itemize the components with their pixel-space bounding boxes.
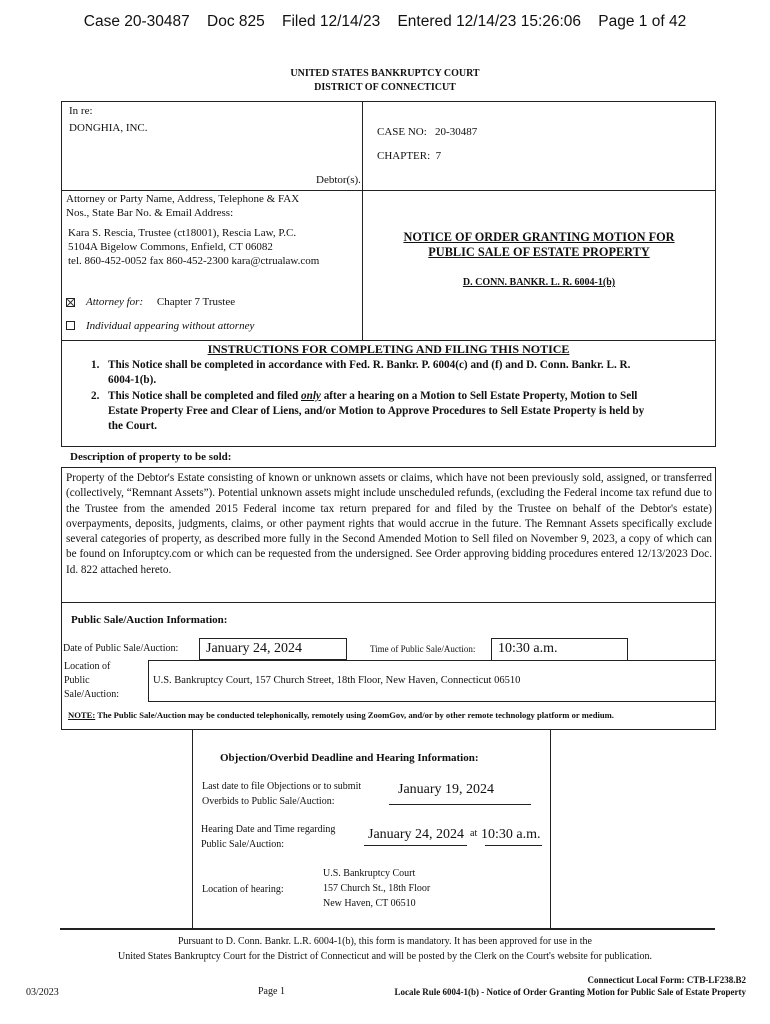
case-number: Case 20-30487: [83, 13, 190, 30]
debtor-label: Debtor(s).: [316, 174, 361, 186]
form-id: Connecticut Local Form: CTB-LF238.B2: [587, 975, 746, 985]
hearing-at: at: [470, 828, 478, 839]
filed-date: Filed 12/14/23: [281, 13, 381, 30]
pursuant-text: [0, 934, 770, 964]
pursuant-line2: United States Bankruptcy Court for the District of Connecticut and will be posted by the Clerk on the Court's website for publication.: [118, 951, 652, 962]
filing-header: [0, 13, 770, 31]
property-description: Property of the Debtor's Estate consisting of known or unknown assets or claims, which have not been previously sold, assigned, or transferred (collectively, “Remnant Assets”). Potential unknown assets might include unscheduled refunds, (excluding the Federal income tax refund due to the Trustee from the amended 2015 Federal income tax return prepared for and filed by the Trustee on behalf of the Debtor's estate) overpayments, deposits, judgments, claims, or other payment rights that would accrue in the future. The Remnant Assets specifically exclude several categories of property, as described more fully in the Second Amended Motion to Sell filed on November 9, 2023, a copy of which can be found on Inforuptcy.com or which can be requested from the undersigned. See Order approving bidding procedures entered 12/13/2023 Doc. Id. 822 attached hereto.: [66, 472, 712, 576]
notice-title: [363, 230, 715, 260]
sale-note: [68, 710, 614, 720]
hearing-time-underline: [485, 845, 542, 846]
caption-bottom-border: [61, 340, 716, 341]
hearing-location: [323, 866, 430, 911]
instruction-2-line3: the Court.: [108, 420, 158, 432]
instruction-2-line1: [108, 389, 637, 404]
hearing-date[interactable]: January 24, 2024: [368, 827, 465, 842]
sale-note-label: NOTE:: [68, 710, 96, 720]
form-date: 03/2023: [26, 987, 59, 998]
instruction-1-number: 1.: [91, 359, 100, 371]
notice-title-line1: NOTICE OF ORDER GRANTING MOTION FOR: [403, 230, 675, 244]
instruction-2-emphasis: only: [301, 390, 321, 402]
deadline-label-1: Last date to file Objections or to submit: [202, 781, 362, 792]
sale-time-field[interactable]: 10:30 a.m.: [491, 638, 628, 661]
sale-date-label: Date of Public Sale/Auction:: [63, 643, 179, 654]
instructions-heading: INSTRUCTIONS FOR COMPLETING AND FILING THIS NOTICE: [207, 342, 570, 356]
deadline-value[interactable]: January 19, 2024: [398, 782, 495, 797]
hearing-label: [201, 822, 335, 852]
entered-date: Entered 12/14/23 15:26:06: [397, 13, 582, 30]
instruction-2-line2: Estate Property Free and Clear of Liens, and/or Motion to Approve Procedures to Sell Estate Property is held by: [108, 405, 645, 417]
hearing-label-1: Hearing Date and Time regarding: [201, 824, 336, 835]
attorney-for-checkbox[interactable]: [66, 298, 75, 307]
property-top-border: [61, 467, 716, 468]
objection-heading: Objection/Overbid Deadline and Hearing Information:: [220, 752, 479, 764]
sale-bottom-border: [61, 729, 716, 730]
hearing-date-underline: [364, 845, 467, 846]
hearing-location-line2: 157 Church St., 18th Floor: [323, 883, 431, 894]
sale-date-field[interactable]: January 24, 2024: [199, 638, 347, 660]
deadline-label-2: Overbids to Public Sale/Auction:: [202, 796, 335, 807]
pursuant-line1: Pursuant to D. Conn. Bankr. L.R. 6004-1(b), this form is mandatory. It has been approved for use in the: [177, 936, 592, 947]
objection-left-border: [192, 729, 193, 929]
sale-location-value: U.S. Bankruptcy Court, 157 Church Street, 18th Floor, New Haven, Connecticut 06510: [153, 675, 521, 686]
attorney-label-line1: Attorney or Party Name, Address, Telephone & FAX: [66, 193, 300, 205]
attorney-info: [68, 226, 319, 268]
attorney-for-label: Attorney for:: [86, 296, 144, 308]
doc-number: Doc 825: [207, 13, 265, 30]
sale-heading: Public Sale/Auction Information:: [71, 614, 228, 626]
hearing-location-label: Location of hearing:: [202, 884, 284, 895]
hearing-time[interactable]: 10:30 a.m.: [481, 827, 541, 842]
instruction-2-post: after a hearing on a Motion to Sell Estate Property, Motion to Sell: [320, 390, 638, 402]
deadline-underline: [389, 804, 531, 805]
caption-mid-border: [61, 190, 716, 191]
page-number: Page 1: [258, 986, 285, 997]
sale-location-field[interactable]: [148, 660, 716, 702]
form-title: Locale Rule 6004-1(b) - Notice of Order Granting Motion for Public Sale of Estate Property: [394, 987, 746, 997]
sale-location-label: [64, 660, 119, 702]
instruction-1-line2: 6004-1(b).: [108, 374, 157, 386]
caption-right-border: [715, 101, 716, 341]
debtor-name: DONGHIA, INC.: [69, 122, 148, 134]
instruction-1-line1: This Notice shall be completed in accordance with Fed. R. Bankr. P. 6004(c) and (f) and D. Conn. Bankr. L. R.: [108, 359, 631, 371]
property-left-border: [61, 467, 62, 730]
instruction-2-number: 2.: [91, 390, 100, 402]
attorney-label: [66, 192, 299, 220]
sale-location-label-2: Public: [64, 675, 90, 686]
deadline-label: [202, 779, 361, 809]
caption-divider: [362, 101, 363, 341]
sale-note-text: The Public Sale/Auction may be conducted telephonically, remotely using ZoomGov, and/or by other remote technology platform or medium.: [95, 710, 614, 720]
objection-right-border: [550, 729, 551, 929]
hearing-label-2: Public Sale/Auction:: [201, 839, 285, 850]
individual-checkbox[interactable]: [66, 321, 75, 330]
instruction-2-pre: This Notice shall be completed and filed: [108, 390, 301, 402]
property-heading: Description of property to be sold:: [70, 451, 232, 463]
attorney-for-row: [86, 296, 235, 308]
notice-rule: D. CONN. BANKR. L. R. 6004-1(b): [462, 277, 616, 288]
objection-bottom-border: [60, 928, 715, 930]
attorney-label-line2: Nos., State Bar No. & Email Address:: [66, 207, 234, 219]
sale-location-label-1: Location of: [64, 661, 111, 672]
court-district: DISTRICT OF CONNECTICUT: [314, 82, 456, 93]
individual-label: Individual appearing without attorney: [86, 320, 255, 332]
court-title: [0, 67, 770, 95]
hearing-location-line1: U.S. Bankruptcy Court: [323, 868, 416, 879]
sale-time-label: Time of Public Sale/Auction:: [370, 644, 476, 654]
case-no: CASE NO: 20-30487: [377, 126, 478, 138]
instructions-bottom-border: [61, 446, 716, 447]
attorney-line1: Kara S. Rescia, Trustee (ct18001), Rescia Law, P.C.: [68, 227, 297, 239]
chapter: CHAPTER: 7: [377, 150, 442, 162]
property-bottom-border: [61, 602, 716, 603]
notice-title-line2: PUBLIC SALE OF ESTATE PROPERTY: [428, 245, 650, 259]
page-indicator: Page 1 of 42: [598, 13, 687, 30]
court-name: UNITED STATES BANKRUPTCY COURT: [290, 68, 480, 79]
sale-location-label-3: Sale/Auction:: [64, 689, 119, 700]
caption-left-border: [61, 101, 62, 341]
in-re-label: In re:: [69, 105, 93, 117]
caption-top-border: [61, 101, 716, 102]
attorney-for-value: Chapter 7 Trustee: [156, 296, 236, 308]
hearing-location-line3: New Haven, CT 06510: [323, 898, 416, 909]
attorney-line2: 5104A Bigelow Commons, Enfield, CT 06082: [68, 241, 273, 253]
attorney-line3: tel. 860-452-0052 fax 860-452-2300 kara@ctrualaw.com: [68, 255, 320, 267]
